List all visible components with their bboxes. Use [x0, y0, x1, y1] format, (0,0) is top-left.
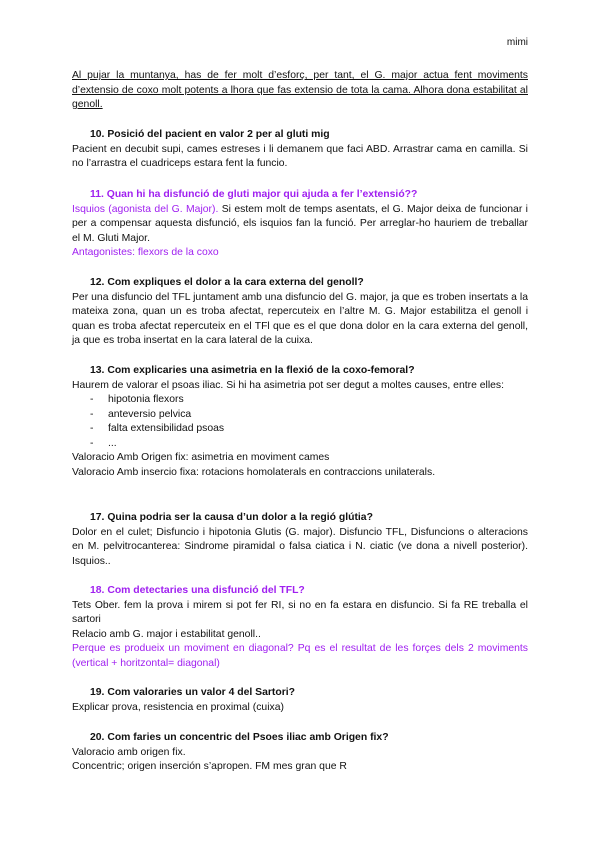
intro-paragraph: Al pujar la muntanya, has de fer molt d’esforç, per tant, el G. major actua fent moviments d’extensio de coxo molt potents a lhora que fas extensio de tota la cama. Alhora dona estabilitat al genoll.	[72, 70, 528, 110]
q10-heading: 10. Posició del pacient en valor 2 per al gluti mig	[90, 129, 330, 140]
q11-answer-highlight: Isquios (agonista del G. Major).	[72, 203, 219, 215]
question-17	[72, 511, 528, 569]
list-item: - anteversio pelvica	[72, 408, 528, 423]
q18-line2: Relacio amb G. major i estabilitat genoll..	[72, 628, 261, 640]
q18-answer: Tets Ober. fem la prova i mirem si pot fer RI, si no en fa estara en disfuncio. Si fa RE treballa el sartori	[72, 599, 528, 625]
q11-heading: 11. Quan hi ha disfunció de gluti major qui ajuda a fer l’extensió??	[90, 189, 418, 200]
q11-answer-rest: Si estem molt de temps asentats, el G. Major deixa de funcionar i per a compensar aquesta disfunció, els isquios fan la funció. Per arreglar-ho hauriem de treballar el M. Gluti Major.	[72, 203, 528, 244]
q12-heading: 12. Com expliques el dolor a la cara externa del genoll?	[90, 277, 364, 288]
q11-note: Antagonistes: flexors de la coxo	[72, 247, 219, 258]
question-18	[72, 584, 528, 671]
q20-line1: Valoracio amb origen fix.	[72, 746, 186, 758]
q13-list	[72, 393, 528, 451]
q13-line1: Valoracio Amb Origen fix: asimetria en moviment cames	[72, 452, 330, 463]
q20-heading: 20. Com faries un concentric del Psoes iliac amb Origen fix?	[90, 732, 389, 743]
q20-line2: Concentric; origen inserción s’apropen. FM mes gran que R	[72, 761, 347, 772]
list-item: - falta extensibilidad psoas	[72, 422, 528, 437]
q13-heading: 13. Com explicaries una asimetria en la flexió de la coxo-femoral?	[90, 365, 415, 376]
q18-heading: 18. Com detectaries una disfunció del TFL?	[90, 585, 305, 596]
question-20	[72, 731, 528, 775]
q19-answer: Explicar prova, resistencia en proximal (cuixa)	[72, 701, 284, 713]
q19-heading: 19. Com valoraries un valor 4 del Sartori?	[90, 687, 296, 698]
list-item: - ...	[72, 437, 528, 452]
intro-block	[72, 69, 528, 113]
q10-answer: Pacient en decubit supi, cames estreses i li demanem que faci ABD. Arrastrar cama en camilla. Si no l’arrastra el cuadriceps estara fent la funcio.	[72, 143, 528, 169]
q18-note: Perque es produeix un moviment en diagonal? Pq es el resultat de les forçes dels 2 moviments (vertical + horitzontal= diagonal)	[72, 643, 528, 669]
question-12	[72, 276, 528, 349]
question-11	[72, 188, 528, 261]
q11-answer	[72, 203, 528, 247]
q17-heading: 17. Quina podria ser la causa d’un dolor a la regió glútia?	[90, 512, 373, 523]
question-19	[72, 686, 528, 715]
q17-answer: Dolor en el culet; Disfuncio i hipotonia Glutis (G. major). Disfuncio TFL, Disfuncions o alteracions en M. pelvitrocanterea: Sindrome piramidal o falsa ciatica i N. ciatic (ve dona a nivell posterior). Isquios..	[72, 526, 528, 567]
q13-line2: Valoracio Amb insercio fixa: rotacions homolaterals en contraccions unilaterals.	[72, 466, 436, 478]
page-header-author: mimi	[506, 37, 528, 48]
question-10	[72, 128, 528, 172]
q13-answer: Haurem de valorar el psoas iliac. Si hi ha asimetria pot ser degut a moltes causes, entre elles:	[72, 379, 504, 391]
question-13	[72, 364, 528, 480]
list-item: - hipotonia flexors	[72, 393, 528, 408]
q12-answer: Per una disfuncio del TFL juntament amb una disfuncio del G. major, ja que es troben insertats a la mateixa zona, quan un es troba afectat, repercuteix en l’altre M. G. Major estabilitza el genoll i quan es troba afectat repercuteix en el TFl que es el que dona dolor en la cara externa del genoll, ja que es troba insertat en la cara lateral de la cuixa.	[72, 291, 528, 346]
